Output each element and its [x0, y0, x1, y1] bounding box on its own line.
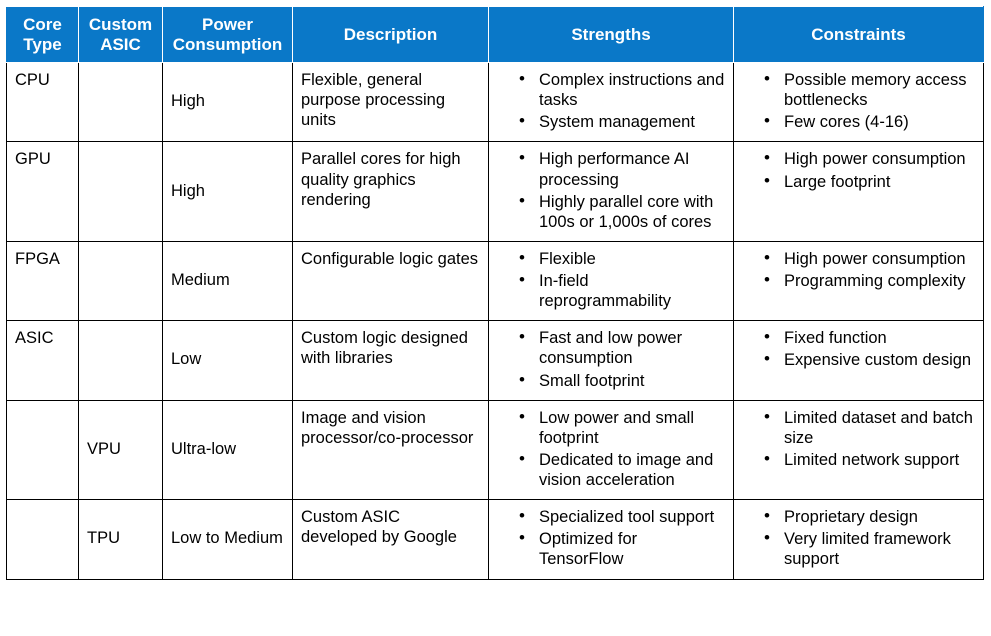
cell-power-consumption: High — [163, 142, 293, 242]
cell-constraints — [734, 500, 984, 579]
list-item: • Highly parallel core with 100s or 1,000s of cores — [519, 192, 725, 232]
cell-strengths — [489, 321, 734, 400]
list-item: • Limited dataset and batch size — [764, 408, 975, 448]
table-header-row — [7, 7, 984, 63]
column-header-strengths: Strengths — [489, 7, 734, 63]
column-header-description: Description — [293, 7, 489, 63]
column-header-power-consumption: Power Consumption — [163, 7, 293, 63]
table-header — [7, 7, 984, 63]
list-item: • Few cores (4-16) — [764, 112, 975, 132]
list-item: • High power consumption — [764, 249, 975, 269]
cell-description: Parallel cores for high quality graphics rendering — [293, 142, 489, 242]
cell-constraints — [734, 241, 984, 320]
cell-core-type — [7, 500, 79, 579]
cell-custom-asic: VPU — [79, 400, 163, 500]
cell-constraints-list — [742, 249, 975, 291]
cell-constraints-list — [742, 149, 975, 191]
table-row — [7, 142, 984, 242]
list-item: • System management — [519, 112, 725, 132]
cell-strengths — [489, 400, 734, 500]
cell-core-type: GPU — [7, 142, 79, 242]
table-row — [7, 400, 984, 500]
list-item: • Proprietary design — [764, 507, 975, 527]
cell-custom-asic — [79, 142, 163, 242]
table-row — [7, 321, 984, 400]
list-item: • Large footprint — [764, 172, 975, 192]
list-item: • High performance AI processing — [519, 149, 725, 189]
list-item: • Complex instructions and tasks — [519, 70, 725, 110]
list-item: • High power consumption — [764, 149, 975, 169]
cell-strengths-list — [497, 249, 725, 311]
list-item: • Small footprint — [519, 371, 725, 391]
cell-description: Custom logic designed with libraries — [293, 321, 489, 400]
list-item: • Possible memory access bottlenecks — [764, 70, 975, 110]
cell-constraints-list — [742, 328, 975, 370]
cell-power-consumption: High — [163, 63, 293, 142]
cell-constraints — [734, 400, 984, 500]
table-body — [7, 63, 984, 580]
list-item: • Programming complexity — [764, 271, 975, 291]
cell-power-consumption: Low — [163, 321, 293, 400]
table-row — [7, 241, 984, 320]
cell-power-consumption: Ultra-low — [163, 400, 293, 500]
cell-constraints — [734, 63, 984, 142]
cell-constraints — [734, 142, 984, 242]
cell-core-type: ASIC — [7, 321, 79, 400]
table-row — [7, 63, 984, 142]
cell-strengths-list — [497, 328, 725, 390]
list-item: • Optimized for TensorFlow — [519, 529, 725, 569]
list-item: • Fixed function — [764, 328, 975, 348]
list-item: • Dedicated to image and vision acceleration — [519, 450, 725, 490]
cell-core-type — [7, 400, 79, 500]
list-item: • Very limited framework support — [764, 529, 975, 569]
list-item: • Fast and low power consumption — [519, 328, 725, 368]
column-header-custom-asic: Custom ASIC — [79, 7, 163, 63]
cell-strengths-list — [497, 507, 725, 569]
cell-strengths — [489, 142, 734, 242]
cell-strengths — [489, 241, 734, 320]
cell-custom-asic: TPU — [79, 500, 163, 579]
cell-description: Custom ASIC developed by Google — [293, 500, 489, 579]
cell-strengths — [489, 500, 734, 579]
list-item: • Expensive custom design — [764, 350, 975, 370]
list-item: • Specialized tool support — [519, 507, 725, 527]
cell-constraints-list — [742, 507, 975, 569]
cell-constraints-list — [742, 408, 975, 470]
column-header-core-type: Core Type — [7, 7, 79, 63]
cell-strengths — [489, 63, 734, 142]
cell-description: Image and vision processor/co-processor — [293, 400, 489, 500]
cell-core-type: FPGA — [7, 241, 79, 320]
list-item: • Low power and small footprint — [519, 408, 725, 448]
cell-description: Flexible, general purpose processing units — [293, 63, 489, 142]
list-item: • Limited network support — [764, 450, 975, 470]
cell-constraints — [734, 321, 984, 400]
cell-strengths-list — [497, 70, 725, 132]
list-item: • Flexible — [519, 249, 725, 269]
list-item: • In-field reprogrammability — [519, 271, 725, 311]
cell-power-consumption: Medium — [163, 241, 293, 320]
cell-constraints-list — [742, 70, 975, 132]
cell-custom-asic — [79, 241, 163, 320]
cell-strengths-list — [497, 149, 725, 232]
cell-custom-asic — [79, 63, 163, 142]
cell-description: Configurable logic gates — [293, 241, 489, 320]
cell-core-type: CPU — [7, 63, 79, 142]
cell-strengths-list — [497, 408, 725, 491]
cell-power-consumption: Low to Medium — [163, 500, 293, 579]
column-header-constraints: Constraints — [734, 7, 984, 63]
cell-custom-asic — [79, 321, 163, 400]
processor-comparison-table — [6, 6, 984, 580]
table-row — [7, 500, 984, 579]
